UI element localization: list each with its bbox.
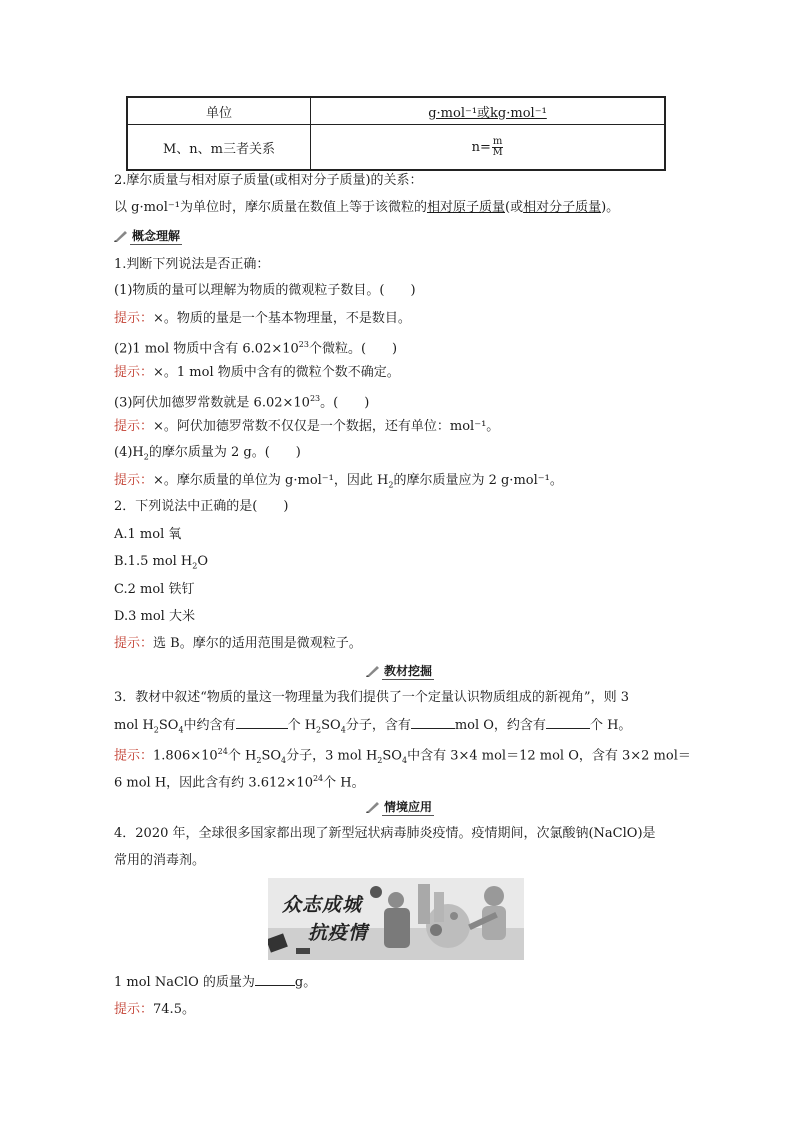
question-1-statement-2: (2)1 mol 物质中含有 $6.02\times 10^{23}$个微粒。( ) xyxy=(114,340,398,357)
question-3-hint-line-2: 6 mol H，因此含有约 $3.612\times 10^{24}$个 H。 xyxy=(114,774,365,791)
tag-situation: 情境应用 xyxy=(366,798,434,816)
table-cell-relation-label: M、n、m三者关系 xyxy=(127,125,311,171)
question-4-hint: 提示：74.5。 xyxy=(114,1002,195,1017)
answer-blank[interactable] xyxy=(546,716,590,729)
answer-blank[interactable] xyxy=(411,716,455,729)
molar-mass-table xyxy=(126,96,666,171)
question-1-hint-3: 提示：×。阿伏加德罗常数不仅仅是一个数据，还有单位：mol⁻¹。 xyxy=(114,419,500,434)
question-2-option-a: A.1 mol 氧 xyxy=(114,527,182,542)
question-2-option-d: D.3 mol 大米 xyxy=(114,609,195,624)
banner-title-line-1: 众志成城 xyxy=(282,894,363,916)
question-4-line-2: 常用的消毒剂。 xyxy=(114,853,206,868)
section-paragraph: 以 g·mol⁻¹为单位时，摩尔质量在数值上等于该微粒的相对原子质量(或相对分子质量)。 xyxy=(114,200,620,215)
question-3-line-1: 3．教材中叙述“物质的量这一物理量为我们提供了一个定量认识物质组成的新视角”，则 3 xyxy=(114,690,629,705)
question-1-statement-4: $(4)H_2$的摩尔质量为 2 g。( ) xyxy=(114,445,301,462)
pen-icon xyxy=(114,230,128,242)
tag-concept: 概念理解 xyxy=(114,227,182,245)
answer-blank[interactable] xyxy=(236,716,288,729)
fraction: $\frac{m}{M}$ xyxy=(492,135,503,158)
pen-icon xyxy=(366,801,380,813)
question-1-hint-4: 提示：×。摩尔质量的单位为 g·mol⁻¹，因此 $H_2$的摩尔质量应为 2 g·mol⁻¹。 xyxy=(114,473,563,490)
question-3-line-2: mol $H_2SO_4$中约含有 个 $H_2SO_4$分子，含有 mol O，约含有 个 H。 xyxy=(114,718,632,735)
banner-title-line-2: 抗疫情 xyxy=(308,922,369,944)
section-heading: 2.摩尔质量与相对原子质量(或相对分子质量)的关系： xyxy=(114,173,423,188)
question-1-hint-1: 提示：×。物质的量是一个基本物理量，不是数目。 xyxy=(114,311,411,326)
question-4-question: 1 mol NaClO 的质量为 g。 xyxy=(114,975,317,990)
table-cell-unit-value: g·mol⁻¹或kg·mol⁻¹ xyxy=(311,97,666,125)
pen-icon xyxy=(366,665,380,677)
answer-blank[interactable] xyxy=(255,973,295,986)
table-row xyxy=(127,125,665,171)
question-2-hint: 提示：选 B。摩尔的适用范围是微观粒子。 xyxy=(114,636,362,651)
table-cell-relation-formula: n= $\frac{m}{M}$ xyxy=(311,125,666,171)
question-1-hint-2: 提示：×。1 mol 物质中含有的微粒个数不确定。 xyxy=(114,365,400,380)
question-1-statement-1: (1)物质的量可以理解为物质的微观粒子数目。( ) xyxy=(114,283,416,298)
anti-epidemic-banner xyxy=(268,878,524,960)
question-2-title: 2．下列说法中正确的是( ) xyxy=(114,499,289,514)
question-2-option-b: B.1.5 mol $H_2O$ xyxy=(114,554,209,571)
question-1-statement-3: (3)阿伏加德罗常数就是 $6.02\times 10^{23}$。( ) xyxy=(114,394,370,411)
question-2-option-c: C.2 mol 铁钉 xyxy=(114,582,195,597)
question-1-title: 1.判断下列说法是否正确： xyxy=(114,257,270,272)
question-4-line-1: 4．2020 年，全球很多国家都出现了新型冠状病毒肺炎疫情。疫情期间，次氯酸钠(NaClO)是 xyxy=(114,826,656,841)
question-3-hint-line-1: 提示：$1.806\times 10^{24}$个 $H_2SO_4$分子，3 mol $H_2SO_4$中含有 3×4 mol＝12 mol O，含有 3×2 mol＝ xyxy=(114,747,691,765)
table-row xyxy=(127,97,665,125)
tag-textbook: 教材挖掘 xyxy=(366,662,434,680)
table-cell-unit-label: 单位 xyxy=(127,97,311,125)
